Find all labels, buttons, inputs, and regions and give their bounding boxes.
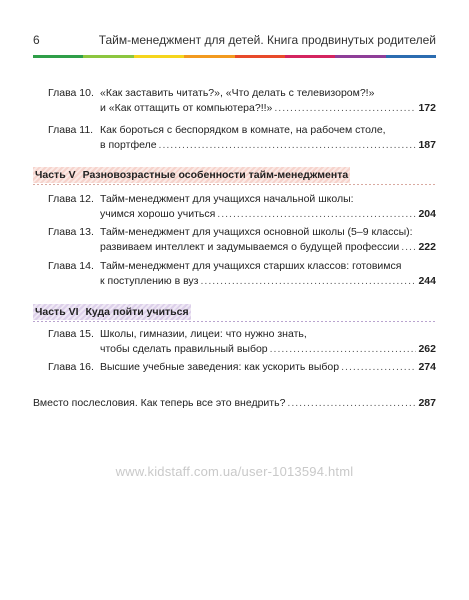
page-ref: 287 (418, 397, 436, 409)
toc-entry-afterword[interactable] (33, 396, 436, 411)
chapter-title-line: «Как заставить читать?», «Что делать с телевизором?!» (100, 87, 375, 99)
rainbow-segment (386, 55, 436, 58)
part-label: Часть V (35, 169, 76, 181)
rainbow-segment (134, 55, 184, 58)
dot-leader (274, 101, 416, 116)
part-highlight (33, 304, 191, 320)
chapter-number: Глава 14. (48, 260, 94, 272)
page-ref: 274 (418, 361, 436, 373)
chapter-title-line: Тайм-менеджмент для учащихся начальной школы: (100, 193, 354, 205)
rainbow-segment (285, 55, 335, 58)
chapter-title-line: Высшие учебные заведения: как ускорить выбор (100, 361, 340, 373)
afterword-title: Вместо послесловия. Как теперь все это внедрить? (33, 397, 286, 409)
chapter-number: Глава 12. (48, 193, 94, 205)
page-header (33, 33, 436, 49)
dot-leader (341, 360, 416, 375)
chapter-title-line: развиваем интеллект и задумываемся о будущей профессии (100, 240, 400, 253)
part-heading-6[interactable] (33, 304, 436, 320)
page-ref: 172 (418, 101, 436, 114)
part-rule (33, 321, 436, 322)
chapter-title-line: Тайм-менеджмент для учащихся старших классов: готовимся (100, 260, 402, 272)
dot-leader (401, 240, 416, 255)
part-highlight (33, 167, 350, 183)
chapter-title-line: в портфеле (100, 138, 157, 151)
dot-leader (217, 207, 416, 222)
chapter-title-line: Школы, гимназии, лицеи: что нужно знать, (100, 328, 307, 340)
part-heading-5[interactable] (33, 167, 436, 183)
rainbow-segment (335, 55, 385, 58)
chapter-number: Глава 10. (48, 87, 94, 99)
part-title: Разновозрастные особенности тайм-менеджмента (82, 169, 349, 181)
running-title: Тайм-менеджмент для детей. Книга продвинутых родителей (98, 33, 436, 47)
dot-leader (200, 274, 416, 289)
page-ref: 222 (418, 240, 436, 253)
page-ref: 244 (418, 274, 436, 287)
page-ref: 262 (418, 342, 436, 355)
rainbow-segment (184, 55, 234, 58)
page-ref: 187 (418, 138, 436, 151)
chapter-number: Глава 13. (48, 226, 94, 238)
chapter-title-line: учимся хорошо учиться (100, 207, 216, 220)
chapter-title-line: и «Как оттащить от компьютера?!!» (100, 101, 273, 114)
chapter-title-line: чтобы сделать правильный выбор (100, 342, 268, 355)
chapter-title-line: Тайм-менеджмент для учащихся основной школы (5–9 классы): (100, 226, 413, 238)
dot-leader (270, 342, 417, 357)
rainbow-divider (33, 55, 436, 58)
part-rule (33, 184, 436, 185)
part-title: Куда пойти учиться (85, 306, 189, 318)
chapter-number: Глава 15. (48, 328, 94, 340)
chapter-number: Глава 16. (48, 361, 94, 373)
page-number: 6 (33, 33, 40, 47)
chapter-title-line: Как бороться с беспорядком в комнате, на рабочем столе, (100, 124, 386, 136)
dot-leader (287, 396, 416, 411)
chapter-title-line: к поступлению в вуз (100, 274, 199, 287)
page-ref: 204 (418, 207, 436, 220)
rainbow-segment (83, 55, 133, 58)
dot-leader (159, 138, 417, 153)
rainbow-segment (33, 55, 83, 58)
watermark-url: www.kidstaff.com.ua/user-1013594.html (115, 464, 354, 479)
part-label: Часть VI (35, 306, 79, 318)
chapter-number: Глава 11. (48, 124, 94, 136)
rainbow-segment (235, 55, 285, 58)
